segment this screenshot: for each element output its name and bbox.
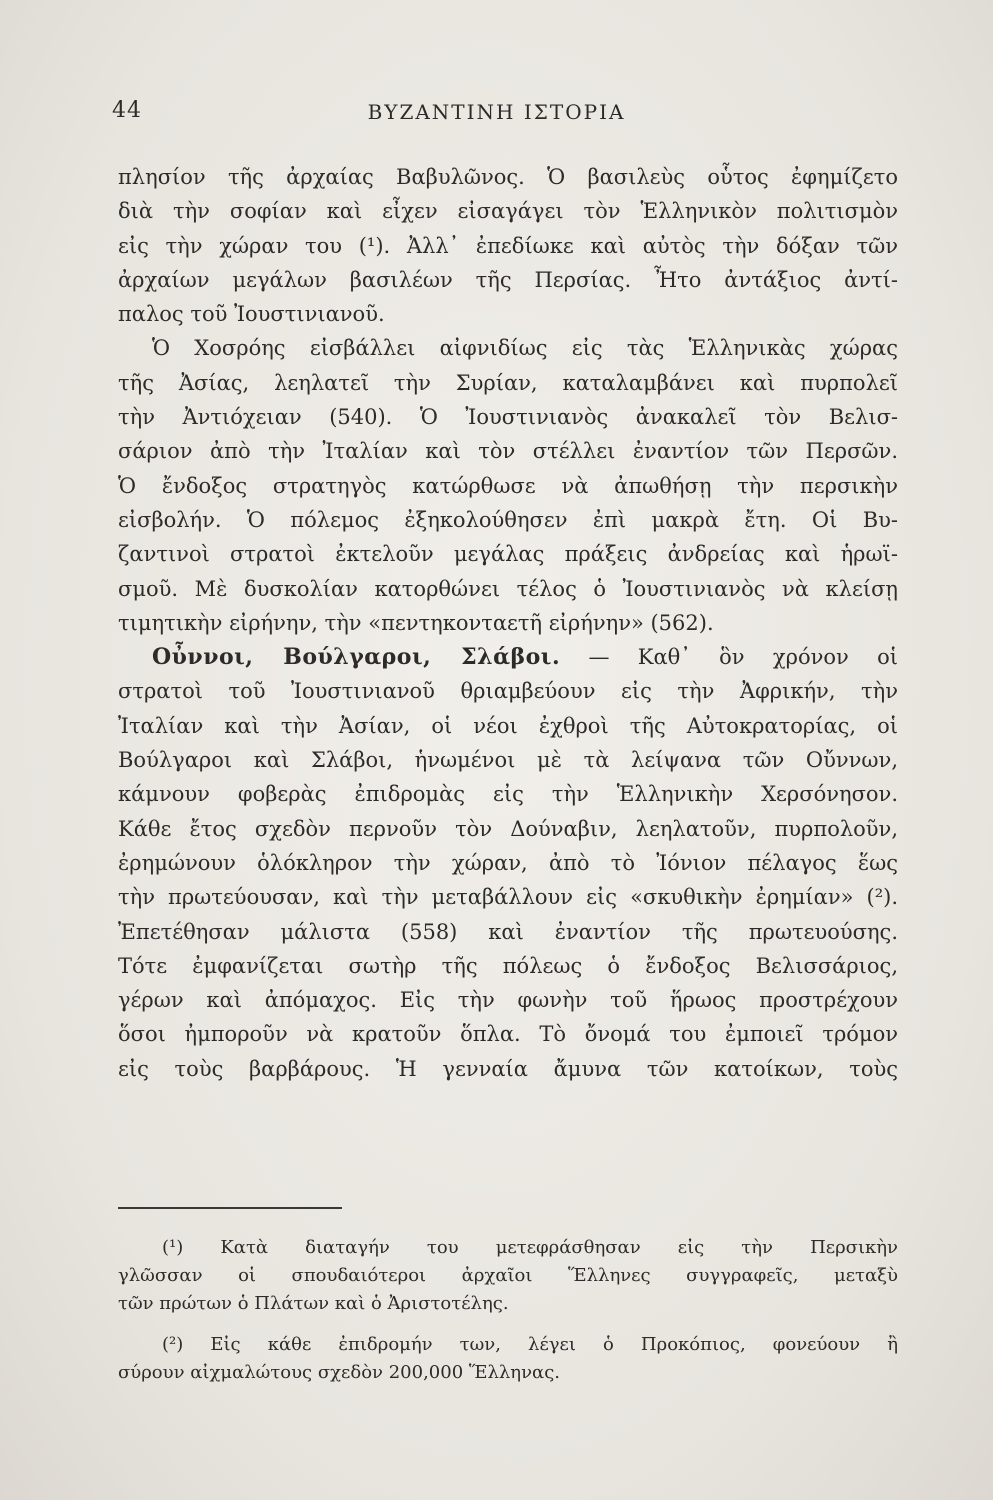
text-line: παλος τοῦ Ἰουστινιανοῦ. bbox=[118, 302, 385, 327]
text-line: Ὁ Χοσρόης εἰσβάλλει αἰφνιδίως εἰς τὰς Ἑλληνικὰς χώρας bbox=[152, 336, 898, 361]
section-heading-line bbox=[118, 640, 898, 674]
text-line: σμοῦ. Μὲ δυσκολίαν κατορθώνει τέλος ὁ Ἰουστινιανὸς νὰ κλείσῃ bbox=[118, 576, 898, 601]
footnote-1-line: γλῶσσαν οἱ σπουδαιότεροι ἀρχαῖοι Ἕλληνες συγγραφεῖς, μεταξὺ bbox=[118, 1264, 898, 1286]
footnote-rule bbox=[118, 1207, 342, 1209]
text-line: Ἰταλίαν καὶ τὴν Ἀσίαν, οἱ νέοι ἐχθροὶ τῆς Αὐτοκρατορίας, οἱ bbox=[118, 713, 898, 738]
footnote-1-line: τῶν πρώτων ὁ Πλάτων καὶ ὁ Ἀριστοτέλης. bbox=[118, 1292, 509, 1314]
footnote-1-line: (¹) Κατὰ διαταγήν του μετεφράσθησαν εἰς τὴν Περσικὴν bbox=[162, 1237, 898, 1258]
text-line: ἀρχαίων μεγάλων βασιλέων τῆς Περσίας. Ἦτο ἀντάξιος ἀντί- bbox=[118, 267, 898, 292]
footnotes bbox=[118, 1234, 898, 1387]
running-title: ΒΥΖΑΝΤΙΝΗ ΙΣΤΟΡΙΑ bbox=[367, 100, 626, 124]
footnote-2-line: σύρουν αἰχμαλώτους σχεδὸν 200,000 Ἕλληνας. bbox=[118, 1362, 560, 1384]
text-line: Βούλγαροι καὶ Σλάβοι, ἡνωμένοι μὲ τὰ λείψανα τῶν Οὔννων, bbox=[118, 748, 898, 773]
text-line: σάριον ἀπὸ τὴν Ἰταλίαν καὶ τὸν στέλλει ἐναντίον τῶν Περσῶν. bbox=[118, 439, 898, 464]
text-line: ζαντινοὶ στρατοὶ ἐκτελοῦν μεγάλας πράξεις ἀνδρείας καὶ ἡρωϊ- bbox=[118, 542, 898, 567]
text-line: Ἐπετέθησαν μάλιστα (558) καὶ ἐναντίον τῆς πρωτευούσης. bbox=[118, 919, 898, 944]
text-line: εἰς τοὺς βαρβάρους. Ἡ γενναία ἄμυνα τῶν κατοίκων, τοὺς bbox=[118, 1056, 898, 1081]
main-text bbox=[118, 160, 898, 1086]
section-heading: Οὖννοι, Βούλγαροι, Σλάβοι. bbox=[152, 644, 561, 671]
text-line: εἰς τὴν χώραν του (¹). Ἀλλ᾽ ἐπεδίωκε καὶ αὐτὸς τὴν δόξαν τῶν bbox=[118, 233, 898, 258]
text-line: τῆς Ἀσίας, λεηλατεῖ τὴν Συρίαν, καταλαμβάνει καὶ πυρπολεῖ bbox=[118, 370, 898, 395]
text-line: Κάθε ἔτος σχεδὸν περνοῦν τὸν Δούναβιν, λεηλατοῦν, πυρπολοῦν, bbox=[118, 816, 898, 841]
text-line: τὴν πρωτεύουσαν, καὶ τὴν μεταβάλλουν εἰς «σκυθικὴν ἐρημίαν» (²). bbox=[118, 885, 898, 910]
text-line: Τότε ἐμφανίζεται σωτὴρ τῆς πόλεως ὁ ἔνδοξος Βελισσάριος, bbox=[118, 953, 898, 978]
text-line: τὴν Ἀντιόχειαν (540). Ὁ Ἰουστινιανὸς ἀνακαλεῖ τὸν Βελισ- bbox=[118, 405, 898, 430]
section-heading-continuation: — Καθ᾽ ὃν χρόνον οἱ bbox=[588, 645, 898, 670]
text-line: ὅσοι ἠμποροῦν νὰ κρατοῦν ὅπλα. Τὸ ὄνομά του ἐμποιεῖ τρόμον bbox=[118, 1022, 898, 1047]
text-line: διὰ τὴν σοφίαν καὶ εἶχεν εἰσαγάγει τὸν Ἑλληνικὸν πολιτισμὸν bbox=[118, 199, 898, 224]
footnote-2-line: (²) Εἰς κάθε ἐπιδρομήν των, λέγει ὁ Προκόπιος, φονεύουν ἢ bbox=[162, 1334, 898, 1356]
text-line: στρατοὶ τοῦ Ἰουστινιανοῦ θριαμβεύουν εἰς τὴν Ἀφρικήν, τὴν bbox=[118, 679, 898, 704]
text-line: κάμνουν φοβερὰς ἐπιδρομὰς εἰς τὴν Ἑλληνικὴν Χερσόνησον. bbox=[118, 782, 898, 807]
page-number: 44 bbox=[112, 98, 142, 123]
text-line: πλησίον τῆς ἀρχαίας Βαβυλῶνος. Ὁ βασιλεὺς οὗτος ἐφημίζετο bbox=[118, 165, 898, 189]
footnote-spacer bbox=[118, 1317, 898, 1331]
text-line: τιμητικὴν εἰρήνην, τὴν «πεντηκονταετῆ εἰρήνην» (562). bbox=[118, 610, 714, 635]
text-line: ἐρημώνουν ὁλόκληρον τὴν χώραν, ἀπὸ τὸ Ἰόνιον πέλαγος ἕως bbox=[118, 850, 898, 875]
text-line: εἰσβολήν. Ὁ πόλεμος ἐξηκολούθησεν ἐπὶ μακρὰ ἔτη. Οἱ Βυ- bbox=[118, 507, 898, 532]
text-line: Ὁ ἔνδοξος στρατηγὸς κατώρθωσε νὰ ἀπωθήσῃ τὴν περσικὴν bbox=[118, 473, 898, 498]
text-line: γέρων καὶ ἀπόμαχος. Εἰς τὴν φωνὴν τοῦ ἥρωος προστρέχουν bbox=[118, 988, 898, 1013]
